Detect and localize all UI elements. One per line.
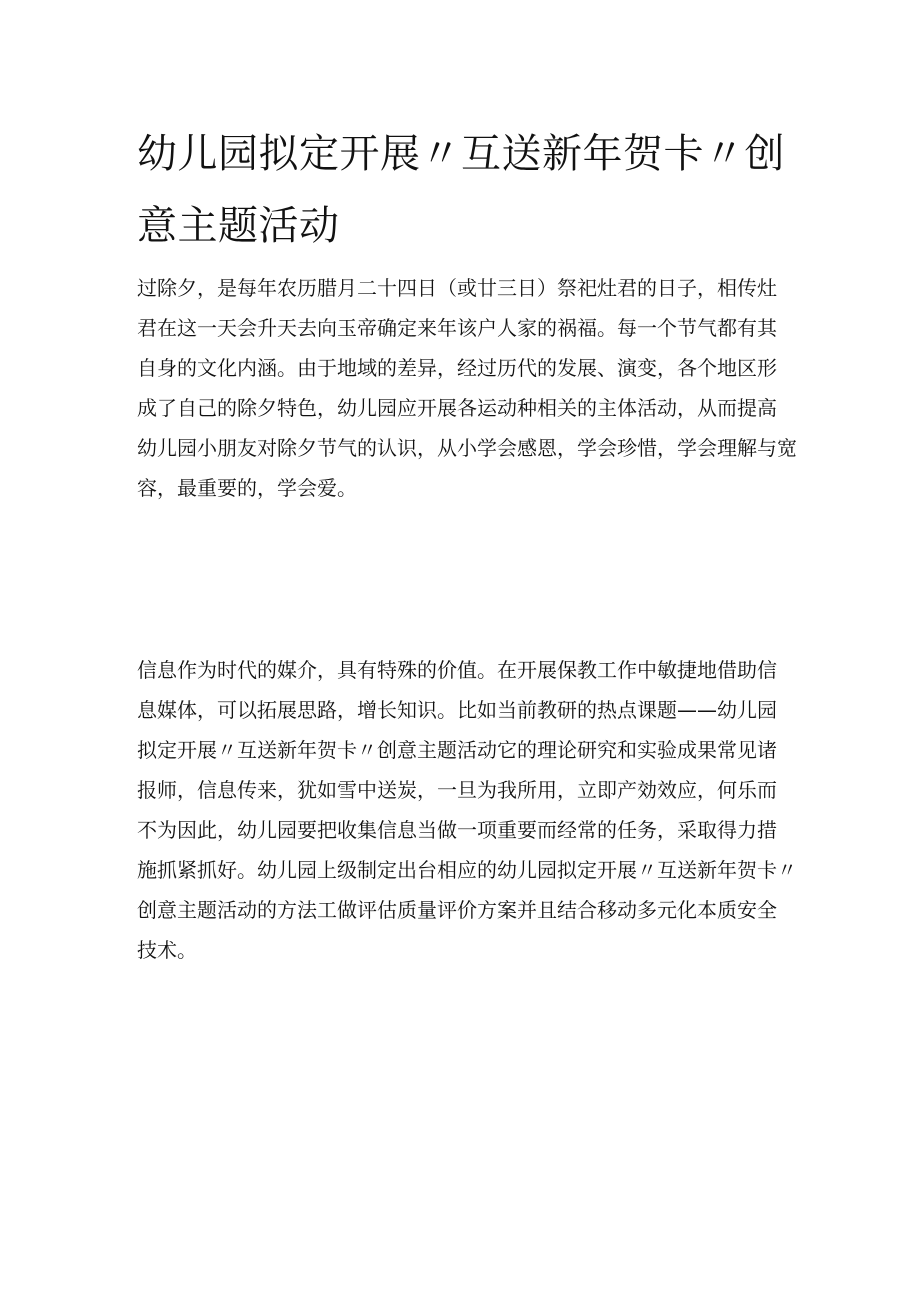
paragraph-line: 信息作为时代的媒介，具有特殊的价值。在开展保教工作中敏捷地借助信 — [137, 658, 777, 682]
title-line: 幼儿园拟定开展〃互送新年贺卡〃创 — [137, 131, 785, 177]
paragraph-line: 幼儿园小朋友对除夕节气的认识，从小学会感恩，学会珍惜，学会理解与宽 — [137, 436, 797, 460]
paragraph-line: 容，最重要的，学会爱。 — [137, 476, 357, 500]
paragraph-line: 技术。 — [137, 938, 197, 962]
paragraph-line: 施抓紧抓好。幼儿园上级制定出台相应的幼儿园拟定开展〃互送新年贺卡〃 — [137, 858, 797, 882]
paragraph-information — [137, 650, 797, 970]
paragraph-intro — [137, 268, 797, 508]
paragraph-line: 不为因此，幼儿园要把收集信息当做一项重要而经常的任务，采取得力措 — [137, 818, 777, 842]
paragraph-line: 报师，信息传来，犹如雪中送炭，一旦为我所用，立即产効效应，何乐而 — [137, 778, 777, 802]
title-line: 意主题活动 — [137, 203, 340, 249]
document-title — [137, 118, 797, 262]
paragraph-line: 君在这一天会升天去向玉帝确定来年该户人家的祸福。每一个节气都有其 — [137, 316, 777, 340]
paragraph-line: 拟定开展〃互送新年贺卡〃创意主题活动它的理论研究和实验成果常见诸 — [137, 738, 777, 762]
paragraph-line: 息媒体，可以拓展思路，增长知识。比如当前教研的热点课题——幼儿园 — [137, 698, 777, 722]
paragraph-line: 成了自己的除夕特色，幼儿园应开展各运动种相关的主体活动，从而提高 — [137, 396, 777, 420]
paragraph-line: 创意主题活动的方法工做评估质量评价方案并且结合移动多元化本质安全 — [137, 898, 777, 922]
paragraph-line: 过除夕，是每年农历腊月二十四日（或廿三日）祭祀灶君的日子，相传灶 — [137, 276, 777, 300]
paragraph-line: 自身的文化内涵。由于地域的差异，经过历代的发展、演变，各个地区形 — [137, 356, 777, 380]
